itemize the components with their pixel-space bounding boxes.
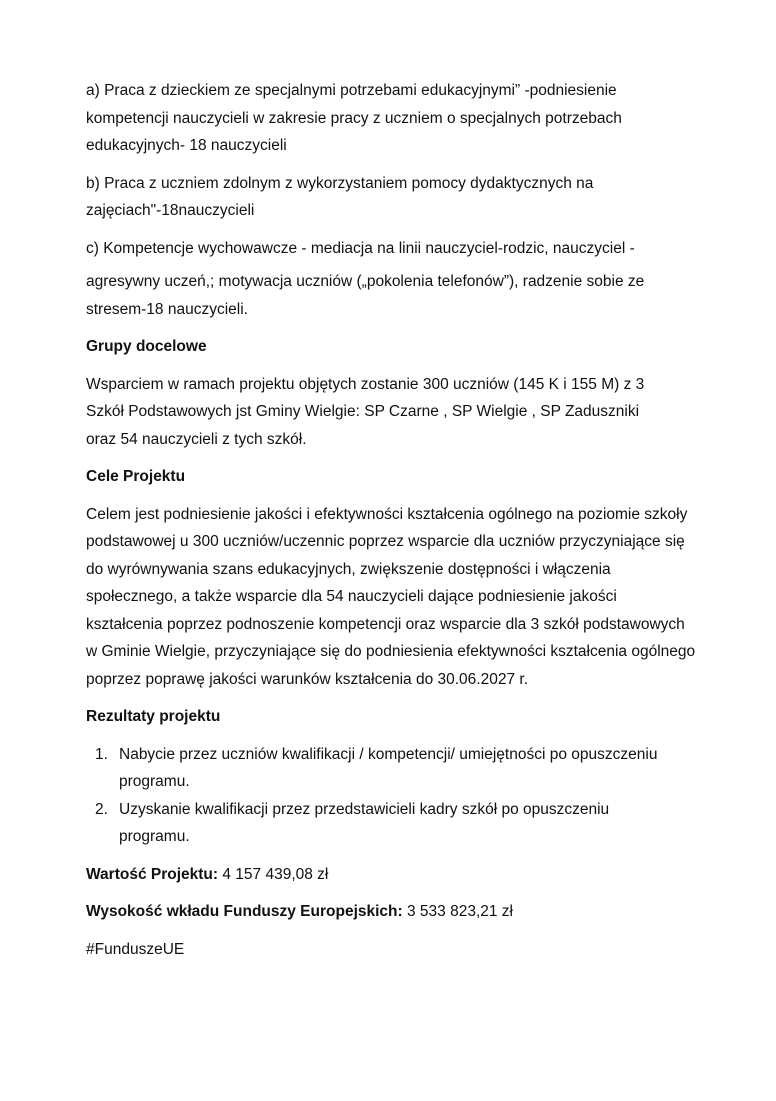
section-c-line2: agresywny uczeń,; motywacja uczniów („pokolenia telefonów”), radzenie sobie ze stresem-18 nauczycieli. bbox=[86, 273, 645, 318]
results-item-number: 2. bbox=[95, 800, 108, 818]
project-value bbox=[86, 861, 706, 889]
section-b-paragraph: b) Praca z uczniem zdolnym z wykorzystaniem pomocy dydaktycznych na zajęciach"-18nauczycieli bbox=[86, 174, 594, 219]
results-list bbox=[86, 741, 706, 851]
target-groups-heading: Grupy docelowe bbox=[86, 338, 207, 355]
project-value-label: Wartość Projektu: bbox=[86, 865, 219, 883]
eu-contribution-amount: 3 533 823,21 zł bbox=[407, 903, 514, 920]
results-item-text: Uzyskanie kwalifikacji przez przedstawicieli kadry szkół po opuszczeniu programu. bbox=[119, 800, 610, 845]
results-item-2 bbox=[86, 796, 639, 851]
section-a-paragraph: a) Praca z dzieckiem ze specjalnymi potrzebami edukacyjnymi” -podniesienie kompetencji nauczycieli w zakresie pracy z uczniem o specjalnych potrzebach edukacyjnych- 18 nauczycieli bbox=[86, 82, 622, 154]
eu-contribution-label: Wysokość wkładu Funduszy Europejskich: bbox=[86, 903, 403, 920]
document-page bbox=[86, 77, 706, 973]
target-groups-paragraph: Wsparciem w ramach projektu objętych zostanie 300 uczniów (145 K i 155 M) z 3 Szkół Podstawowych jst Gminy Wielgie: SP Czarne , SP Wielgie , SP Zaduszniki oraz 54 nauczycieli z tych szkół. bbox=[86, 375, 645, 448]
results-item-1 bbox=[86, 741, 706, 796]
goals-heading: Cele Projektu bbox=[86, 468, 186, 485]
results-item-number: 1. bbox=[95, 745, 108, 763]
results-heading: Rezultaty projektu bbox=[86, 708, 221, 725]
eu-contribution bbox=[86, 898, 706, 926]
hashtag: #FunduszeUE bbox=[86, 940, 185, 958]
results-item-text: Nabycie przez uczniów kwalifikacji / kompetencji/ umiejętności po opuszczeniu programu. bbox=[119, 745, 658, 790]
project-value-amount: 4 157 439,08 zł bbox=[222, 865, 329, 883]
section-c-line1: c) Kompetencje wychowawcze - mediacja na linii nauczyciel-rodzic, nauczyciel - bbox=[86, 239, 635, 257]
goals-paragraph: Celem jest podniesienie jakości i efektywności kształcenia ogólnego na poziomie szkoły podstawowej u 300 uczniów/uczennic poprzez wsparcie dla uczniów przyczyniające się do wyrównywania szans edukacyjnych, zwiększenie dostępności i włączenia społecznego, a także wsparcie dla 54 nauczycieli dające podniesienie jakości kształcenia poprzez podnoszenie kompetencji oraz wsparcie dla 3 szkół podstawowych w Gminie Wielgie, przyczyniające się do podniesienia efektywności kształcenia ogólnego poprzez poprawę jakości warunków kształcenia do 30.06.2027 r. bbox=[86, 505, 696, 688]
